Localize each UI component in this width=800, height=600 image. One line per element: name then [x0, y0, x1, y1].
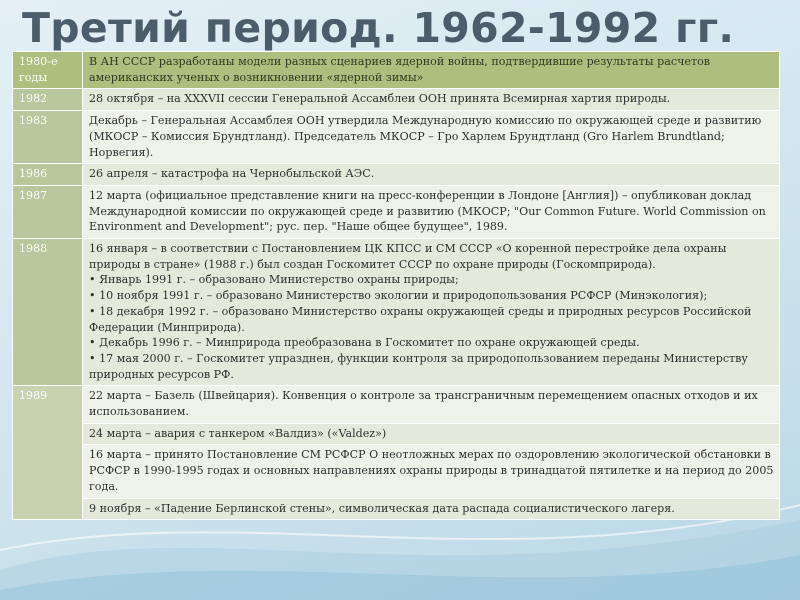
year-cell: 1982	[13, 89, 83, 111]
event-cell: 12 марта (официальное представление книги на пресс-конференции в Лондоне [Англия]) – опубликован доклад Международной комиссии по окружающей среде и развитию (МКОСР; "Our Common Future. World Commission on Environment and Development"; рус. пер. "Наше общее будущее", 1989.	[83, 185, 780, 238]
year-cell: 1983	[13, 111, 83, 164]
year-cell: 1986	[13, 164, 83, 186]
event-line: • 17 мая 2000 г. – Госкомитет упразднен, функции контроля за природопользованием переданы Министерству природных ресурсов РФ.	[89, 351, 748, 381]
event-cell: 9 ноября – «Падение Берлинской стены», символическая дата распада социалистического лагеря.	[83, 498, 780, 520]
event-cell: 24 марта – авария с танкером «Валдиз» («Valdez»)	[83, 423, 780, 445]
event-cell: В АН СССР разработаны модели разных сценариев ядерной войны, подтвердившие результаты расчетов американских ученых о возникновении «ядерной зимы»	[83, 52, 780, 89]
year-cell: 1989	[13, 386, 83, 520]
table-row	[13, 185, 780, 238]
event-line: 16 января – в соответствии с Постановлением ЦК КПСС и СМ СССР «О коренной перестройке дела охраны природы в стране» (1988 г.) был создан Госкомитет СССР по охране природы (Госкомприрода).	[89, 242, 727, 271]
event-line: • 18 декабря 1992 г. – образовано Министерство охраны окружающей среды и природных ресурсов Российской Федерации (Минприрода).	[89, 304, 752, 334]
event-cell: Декабрь – Генеральная Ассамблея ООН утвердила Международную комиссию по окружающей среде и развитию (МКОСР – Комиссия Брундтланд). Председатель МКОСР – Гро Харлем Брундтланд (Gro Harlem Brundtland; Норвегия).	[83, 111, 780, 164]
event-cell: 26 апреля – катастрофа на Чернобыльской АЭС.	[83, 164, 780, 186]
page-title: Третий период. 1962-1992 гг.	[22, 4, 735, 52]
event-cell: 16 марта – принято Постановление СМ РСФСР О неотложных мерах по оздоровлению экологической обстановки в РСФСР в 1990-1995 годах и основных направлениях охраны природы в тринадцатой пятилетке и на период до 2005 года.	[83, 445, 780, 498]
table-row	[13, 164, 780, 186]
table-row	[13, 111, 780, 164]
year-cell: 1987	[13, 185, 83, 238]
table-row	[13, 52, 780, 89]
year-cell: 1988	[13, 239, 83, 386]
table-row	[13, 386, 780, 423]
table-row	[13, 423, 780, 445]
event-cell: 28 октября – на XXXVII сессии Генеральной Ассамблеи ООН принята Всемирная хартия природы.	[83, 89, 780, 111]
timeline-table	[12, 51, 780, 520]
year-cell: 1980-е годы	[13, 52, 83, 89]
event-line: • Январь 1991 г. – образовано Министерство охраны природы;	[89, 273, 459, 287]
event-cell: 22 марта – Базель (Швейцария). Конвенция о контроле за трансграничным перемещением опасных отходов и их использованием.	[83, 386, 780, 423]
table-row	[13, 239, 780, 386]
table-row	[13, 498, 780, 520]
event-cell	[83, 239, 780, 386]
table-row	[13, 89, 780, 111]
event-line: • 10 ноября 1991 г. – образовано Министерство экологии и природопользования РСФСР (Минэкология);	[89, 289, 708, 303]
table-row	[13, 445, 780, 498]
event-line: • Декабрь 1996 г. – Минприрода преобразована в Госкомитет по охране окружающей среды.	[89, 336, 640, 350]
